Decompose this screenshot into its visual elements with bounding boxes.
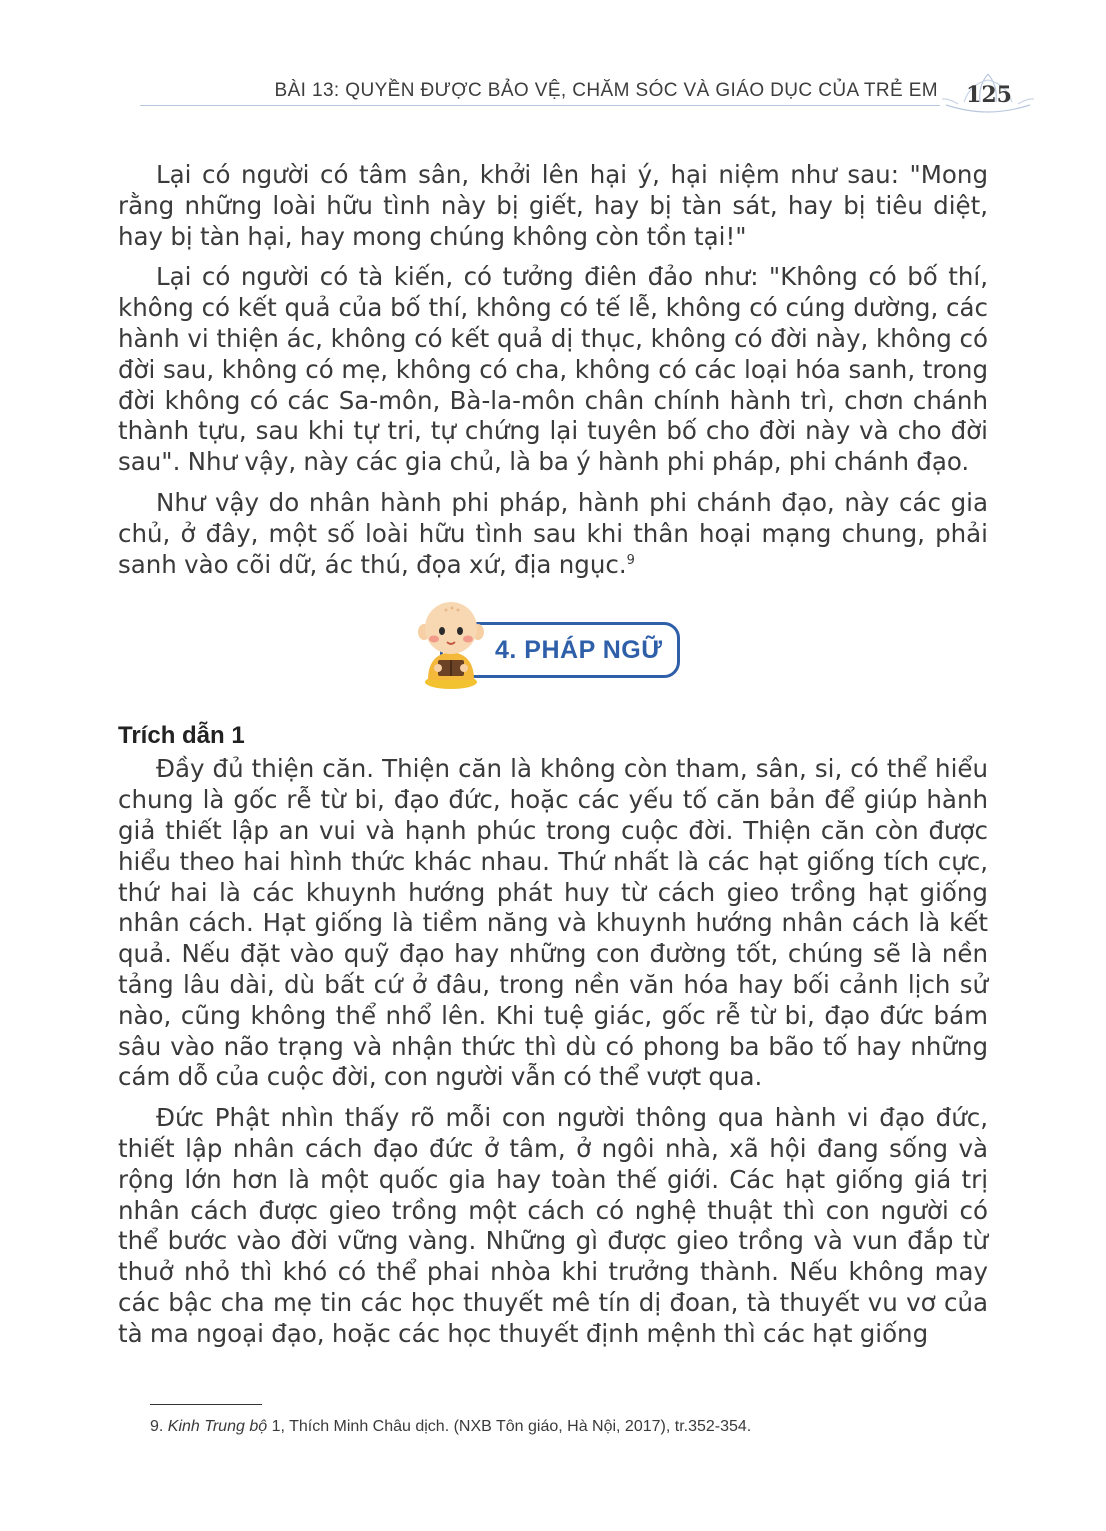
footnote [150, 1418, 751, 1436]
page-number-ornament [938, 68, 1038, 118]
paragraph-text: Như vậy do nhân hành phi pháp, hành phi chánh đạo, này các gia chủ, ở đây, một số loài hữu tình sau khi thân hoại mạng chung, phải sanh vào cõi dữ, ác thú, đọa xứ, địa ngục. [118, 487, 988, 579]
paragraph: Đầy đủ thiện căn. Thiện căn là không còn tham, sân, si, có thể hiểu chung là gốc rễ từ bi, đạo đức, hoặc các yếu tố căn bản để giúp hành giả thiết lập an vui và hạnh phúc trong cuộc đời. Thiện căn còn được hiểu theo hai hình thức khác nhau. Thứ nhất là các hạt giống tích cực, thứ hai là các khuynh hướng phát huy từ cách gieo trồng hạt giống nhân cách. Hạt giống là tiềm năng và khuynh hướng nhân cách là kết quả. Nếu đặt vào quỹ đạo hay những con đường tốt, chúng sẽ là nền tảng lâu dài, dù bất cứ ở đâu, trong nền văn hóa hay bối cảnh lịch sử nào, cũng không thể nhổ lên. Khi tuệ giác, gốc rễ từ bi, đạo đức bám sâu vào não trạng và nhận thức thì dù có phong ba bão tố hay những cám dỗ của cuộc đời, con người vẫn có thể vượt qua. [118, 754, 988, 1092]
section-heading-badge [118, 596, 988, 692]
monk-child-icon [414, 598, 488, 690]
footnote-book-title: Kinh Trung bộ [167, 1418, 268, 1435]
paragraph: Đức Phật nhìn thấy rõ mỗi con người thông qua hành vi đạo đức, thiết lập nhân cách đạo đức ở tâm, ở ngôi nhà, xã hội đang sống và rộng lớn hơn là một quốc gia hay toàn thế giới. Các hạt giống giá trị nhân cách được gieo trồng một cách có nghệ thuật thì con người có thể bước vào đời vững vàng. Những gì được gieo trồng và vun đắp từ thuở nhỏ thì khó có thể phai nhòa khi trưởng thành. Nếu không may các bậc cha mẹ tin các học thuyết mê tín dị đoan, tà thuyết vu vơ của tà ma ngoại đạo, hoặc các học thuyết định mệnh thì các hạt giống [118, 1103, 988, 1348]
page-number: 125 [966, 82, 1012, 108]
footnote-number: 9. [150, 1418, 168, 1435]
page-body [118, 160, 988, 1360]
section-heading-title: 4. PHÁP NGỮ [495, 636, 663, 665]
paragraph: Lại có người có tâm sân, khởi lên hại ý, hại niệm như sau: "Mong rằng những loài hữu tình này bị giết, hay bị tàn sát, hay bị tiêu diệt, hay bị tàn hại, hay mong chúng không còn tồn tại!" [118, 160, 988, 251]
paragraph: Lại có người có tà kiến, có tưởng điên đảo như: "Không có bố thí, không có kết quả của bố thí, không có tế lễ, không có cúng dường, các hành vi thiện ác, không có kết quả dị thục, không có đời này, không có đời sau, không có mẹ, không có cha, không có các loại hóa sanh, trong đời không có các Sa-môn, Bà-la-môn chân chính hành trì, chơn chánh thành tựu, sau khi tự tri, tự chứng lại tuyên bố cho đời này và cho đời sau". Như vậy, này các gia chủ, là ba ý hành phi pháp, phi chánh đạo. [118, 262, 988, 477]
footnote-marker: 9 [626, 552, 635, 568]
header-divider [140, 105, 940, 106]
footnote-divider [150, 1404, 262, 1405]
chapter-title: BÀI 13: QUYỀN ĐƯỢC BẢO VỆ, CHĂM SÓC VÀ GIÁO DỤC CỦA TRẺ EM [274, 80, 938, 101]
footnote-citation: 1, Thích Minh Châu dịch. (NXB Tôn giáo, Hà Nội, 2017), tr.352-354. [267, 1418, 752, 1435]
paragraph [118, 488, 988, 580]
quote-subheading: Trích dẫn 1 [118, 722, 245, 750]
page-header [0, 68, 1106, 118]
